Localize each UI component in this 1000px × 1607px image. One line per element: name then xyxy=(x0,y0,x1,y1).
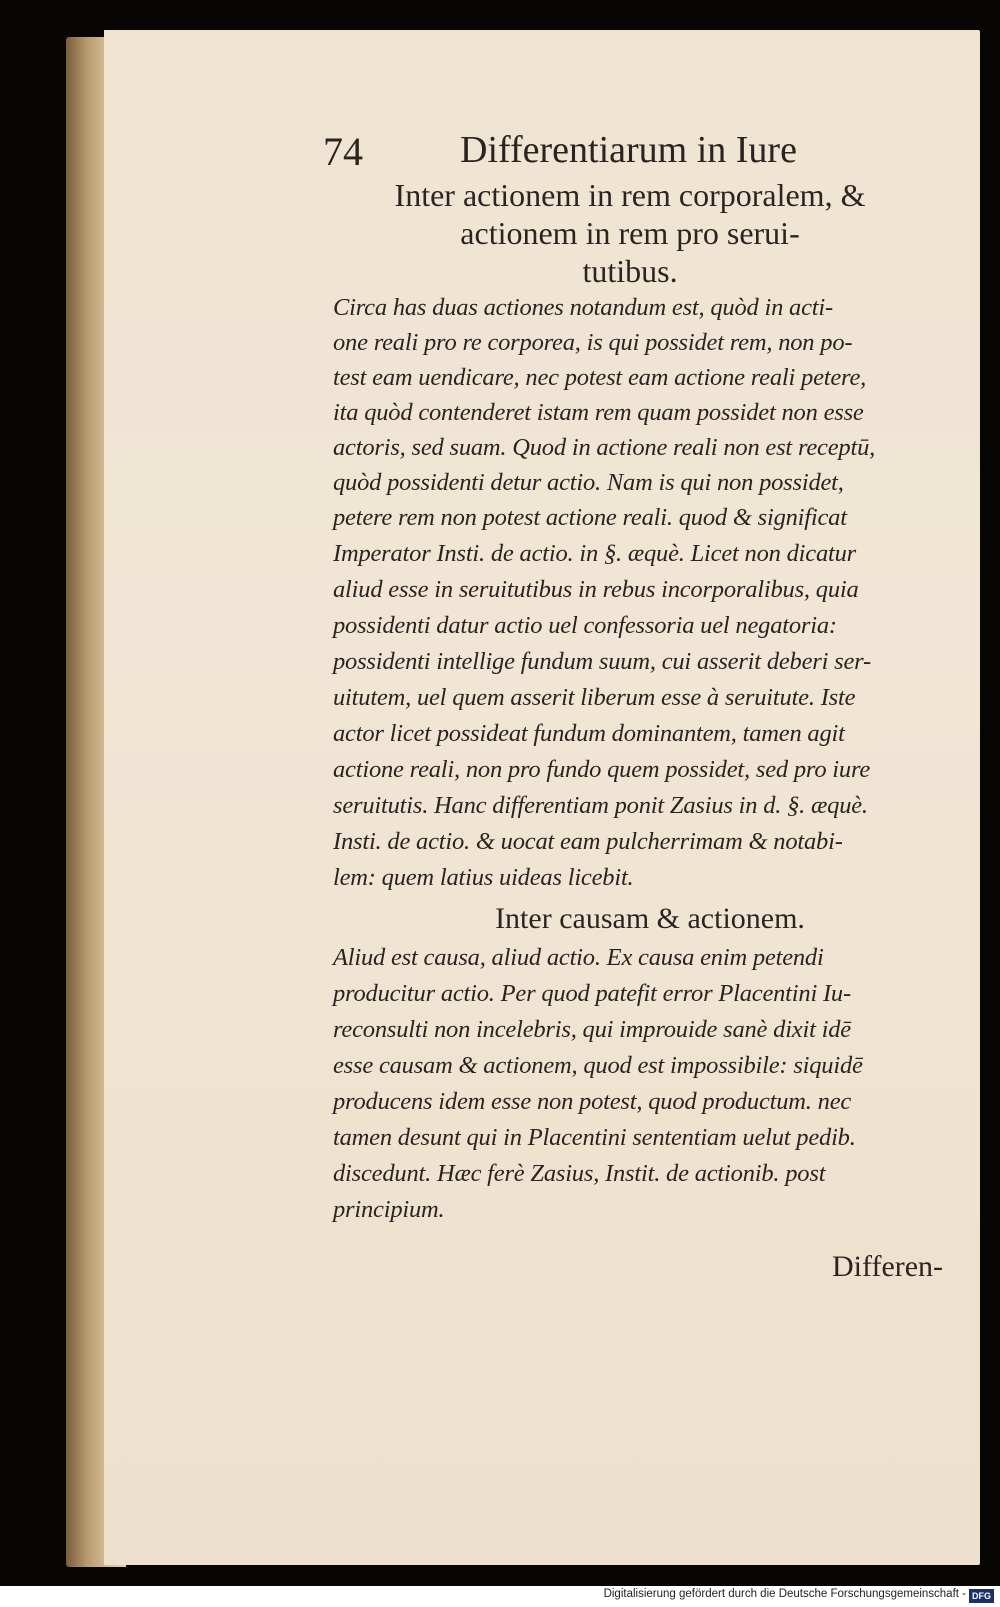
body-line: seruitutis. Hanc differentiam ponit Zasius in d. §. æquè. xyxy=(333,792,868,819)
body-line: actione reali, non pro fundo quem possidet, sed pro iure xyxy=(333,756,871,783)
body-line: lem: quem latius uideas licebit. xyxy=(333,864,634,891)
body-line: tamen desunt qui in Placentini sententiam uelut pedib. xyxy=(333,1124,856,1151)
body-line: uitutem, uel quem asserit liberum esse à seruitute. Iste xyxy=(333,684,856,711)
body-line: one reali pro re corporea, is qui possidet rem, non po- xyxy=(333,329,853,356)
body-line: reconsulti non incelebris, qui improuide sanè dixit idē xyxy=(333,1016,851,1043)
body-line: esse causam & actionem, quod est impossibile: siquidē xyxy=(333,1052,863,1079)
section-heading-line: Inter actionem in rem corporalem, & xyxy=(394,177,866,213)
catchword: Differen- xyxy=(832,1250,944,1283)
body-line: ita quòd contenderet istam rem quam possidet non esse xyxy=(333,399,864,426)
body-line: aliud esse in seruitutibus in rebus incorporalibus, quia xyxy=(333,576,859,603)
body-line: actor licet possideat fundum dominantem, tamen agit xyxy=(333,720,845,747)
body-line: principium. xyxy=(333,1196,445,1223)
body-line: quòd possidenti detur actio. Nam is qui non possidet, xyxy=(333,469,844,496)
body-line: Circa has duas actiones notandum est, quòd in acti- xyxy=(333,294,833,321)
dfg-logo-icon[interactable]: DFG xyxy=(969,1589,994,1603)
body-line: producens idem esse non potest, quod productum. nec xyxy=(333,1088,852,1115)
body-line: possidenti intellige fundum suum, cui asserit deberi ser- xyxy=(333,648,871,675)
digitization-footer xyxy=(0,1586,1000,1607)
body-line: producitur actio. Per quod patefit error Placentini Iu- xyxy=(333,980,851,1007)
footer-credit-text: Digitalisierung gefördert durch die Deutsche Forschungsgemeinschaft - xyxy=(603,1588,966,1600)
body-line: Insti. de actio. & uocat eam pulcherrimam & notabi- xyxy=(333,828,843,855)
section-heading-line: tutibus. xyxy=(582,253,678,289)
running-title: Differentiarum in Iure xyxy=(460,129,797,171)
body-line: test eam uendicare, nec potest eam actione reali petere, xyxy=(333,364,867,391)
body-line: Aliud est causa, aliud actio. Ex causa enim petendi xyxy=(333,944,824,971)
section-heading: Inter causam & actionem. xyxy=(495,902,805,935)
page-number: 74 xyxy=(323,129,363,174)
body-line: Imperator Insti. de actio. in §. æquè. Licet non dicatur xyxy=(333,540,856,567)
body-line: petere rem non potest actione reali. quod & significat xyxy=(333,504,847,531)
body-line: actoris, sed suam. Quod in actione reali non est receptū, xyxy=(333,434,876,461)
body-line: discedunt. Hæc ferè Zasius, Instit. de actionib. post xyxy=(333,1160,826,1187)
body-line: possidenti datur actio uel confessoria uel negatoria: xyxy=(333,612,837,639)
section-heading-line: actionem in rem pro serui- xyxy=(460,215,800,251)
page-header xyxy=(0,128,1000,178)
